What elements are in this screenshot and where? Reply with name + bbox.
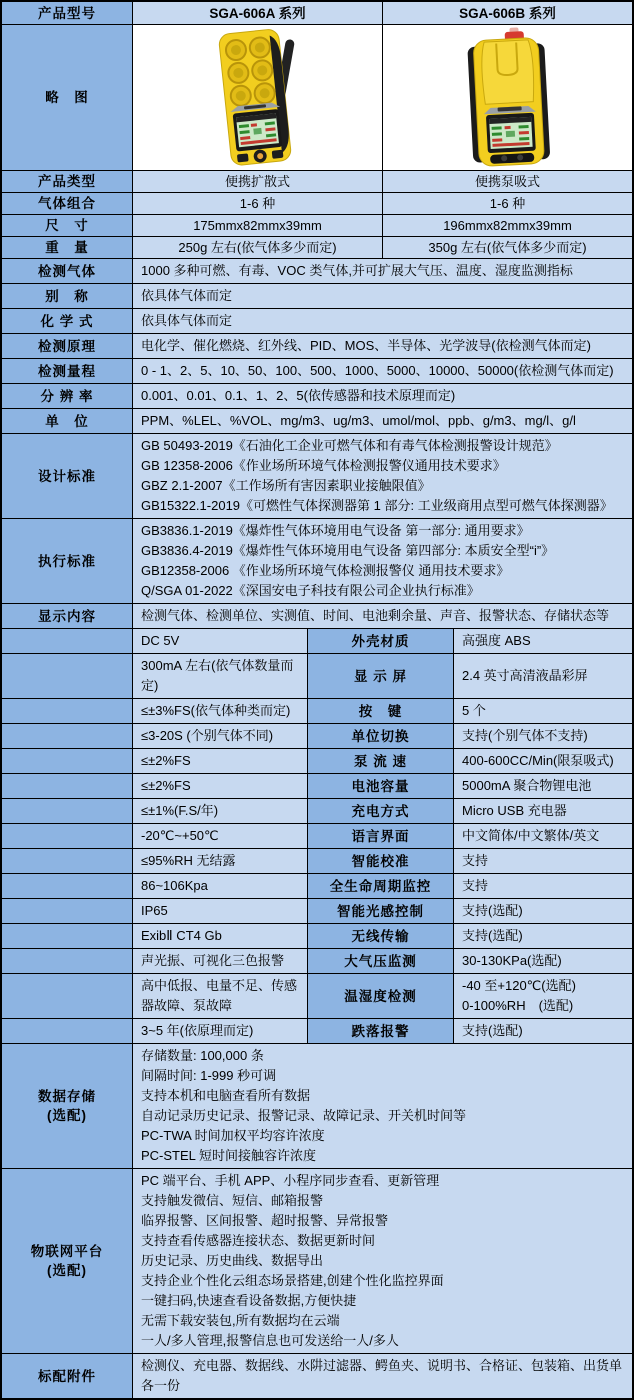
value-2-charging-voltage [453, 629, 632, 653]
row-label-2-charging-voltage: 外壳材质 [307, 629, 453, 653]
value-units-line: PPM、%LEL、%VOL、mg/m3、ug/m3、umol/mol、ppb、g/m3、mg/l、g/l [141, 413, 576, 428]
table-row-product-type [2, 171, 632, 193]
row-label-2-working-pressure: 全生命周期监控 [307, 874, 453, 898]
value-2-linearity-error [453, 774, 632, 798]
row-label-execution-standards [2, 519, 132, 603]
row-label-text: 单 位 [45, 413, 89, 429]
table-row-iot-platform [2, 1169, 632, 1354]
value-a-gas-combination: 1-6 种 [132, 193, 382, 214]
row-label-text: 尺 寸 [45, 218, 89, 233]
value-b-gas-combination: 1-6 种 [382, 193, 632, 214]
table-row-display-content [2, 604, 632, 629]
table-row-sketch [2, 25, 632, 171]
row-label-2-repeatability: 泵 流 速 [307, 749, 453, 773]
value-1-alarm-signal [132, 974, 307, 1018]
device-b-image [423, 27, 593, 169]
row-label-alarm-signal [2, 974, 132, 1018]
value-data-storage-line: 间隔时间: 1-999 秒可调 [141, 1068, 277, 1083]
value-2-charging-voltage-line: 高强度 ABS [462, 633, 531, 648]
value-2-alarm-signal-line: -40 至+120℃(选配) [462, 978, 576, 993]
table-row-detection-principle [2, 334, 632, 359]
value-1-working-pressure [132, 874, 307, 898]
row-label-2-response-time: 单位切换 [307, 724, 453, 748]
row-label-detected-gases [2, 259, 132, 283]
value-2-repeatability-line: 400-600CC/Min(限泵吸式) [462, 753, 614, 768]
value-2-alarm-signal [453, 974, 632, 1018]
row-label-text: 别 称 [45, 288, 89, 304]
value-2-alarm-mode-line: 30-130KPa(选配) [462, 953, 562, 968]
value-b-product-type: 便携泵吸式 [382, 171, 632, 192]
value-1-working-temperature-line: -20℃~+50℃ [141, 828, 219, 843]
value-iot-platform-line: 支持查看传感器连接状态、数据更新时间 [141, 1233, 376, 1248]
row-label-text: 执行标准 [38, 553, 96, 569]
value-1-sensor-life [132, 1019, 307, 1043]
row-label-text: 显示内容 [38, 608, 96, 624]
table-row-repeatability [2, 749, 632, 774]
table-row-working-pressure [2, 874, 632, 899]
row-label-sketch [2, 25, 132, 170]
value-data-storage-line: 自动记录历史记录、报警记录、故障记录、开关机时间等 [141, 1108, 467, 1123]
row-label-data-storage [2, 1044, 132, 1168]
row-label-2-alarm-mode: 大气压监测 [307, 949, 453, 973]
row-label-text: (选配) [47, 1108, 87, 1123]
row-label-text: 数据存储 [38, 1089, 96, 1104]
table-row-product-model [2, 2, 632, 25]
row-label-2-accuracy: 按 键 [307, 699, 453, 723]
value-design-standards [132, 434, 632, 518]
table-row-alarm-signal [2, 974, 632, 1019]
row-label-text: 标配附件 [38, 1368, 96, 1384]
value-units [132, 409, 632, 433]
table-row-working-humidity [2, 849, 632, 874]
row-label-accuracy [2, 699, 132, 723]
value-iot-platform-line: 一人/多人管理,报警信息也可发送给一人/多人 [141, 1333, 399, 1348]
table-row-sensor-life [2, 1019, 632, 1044]
table-row-accuracy [2, 699, 632, 724]
row-label-sensor-life [2, 1019, 132, 1043]
row-label-product-type [2, 171, 132, 192]
value-2-sensor-life [453, 1019, 632, 1043]
row-label-text: 产品类型 [38, 174, 96, 189]
value-2-zero-drift-line: Micro USB 充电器 [462, 803, 567, 818]
row-label-text: 检测气体 [38, 263, 96, 279]
row-label-working-humidity [2, 849, 132, 873]
value-resolution [132, 384, 632, 408]
table-row-response-time [2, 724, 632, 749]
row-label-working-pressure [2, 874, 132, 898]
value-alias [132, 284, 632, 308]
row-label-response-time [2, 724, 132, 748]
table-row-detected-gases [2, 259, 632, 284]
row-label-alias [2, 284, 132, 308]
value-data-storage-line: PC-STEL 短时间接触容许浓度 [141, 1148, 317, 1163]
value-data-storage [132, 1044, 632, 1168]
row-label-working-temperature [2, 824, 132, 848]
value-1-explosion-proof-rating-line: ExibⅡ CT4 Gb [141, 928, 222, 943]
row-label-2-linearity-error: 电池容量 [307, 774, 453, 798]
table-row-execution-standards [2, 519, 632, 604]
row-label-text: 略 图 [45, 90, 89, 105]
sketch-cell-b [382, 25, 632, 170]
row-label-text: 检测原理 [38, 338, 96, 354]
value-2-sensor-life-line: 支持(选配) [462, 1023, 523, 1038]
row-label-2-protection-rating: 智能光感控制 [307, 899, 453, 923]
value-iot-platform-line: 历史记录、历史曲线、数据导出 [141, 1253, 324, 1268]
row-label-explosion-proof-rating [2, 924, 132, 948]
value-1-protection-rating-line: IP65 [141, 903, 168, 918]
row-label-zero-drift [2, 799, 132, 823]
row-label-display-content [2, 604, 132, 628]
value-detection-principle [132, 334, 632, 358]
table-row-alarm-mode [2, 949, 632, 974]
value-alias-line: 依具体气体而定 [141, 288, 233, 303]
row-label-detection-range [2, 359, 132, 383]
value-2-response-time-line: 支持(个别气体不支持) [462, 728, 588, 743]
value-1-charging-voltage-line: DC 5V [141, 633, 180, 648]
value-iot-platform-line: 无需下载安装包,所有数据均在云端 [141, 1313, 340, 1328]
value-execution-standards [132, 519, 632, 603]
value-2-explosion-proof-rating-line: 支持(选配) [462, 928, 523, 943]
value-iot-platform-line: 临界报警、区间报警、超时报警、异常报警 [141, 1213, 389, 1228]
value-1-zero-drift [132, 799, 307, 823]
value-display-content-line: 检测气体、检测单位、实测值、时间、电池剩余量、声音、报警状态、存储状态等 [141, 608, 610, 623]
value-iot-platform-line: PC 端平台、手机 APP、小程序同步查看、更新管理 [141, 1173, 440, 1188]
value-execution-standards-line: GB3836.4-2019《爆炸性气体环境用电气设备 第四部分: 本质安全型“i”》 [141, 543, 555, 558]
value-1-alarm-signal-line: 高中低报、电量不足、传感器故障、泵故障 [141, 978, 298, 1013]
value-2-explosion-proof-rating [453, 924, 632, 948]
sketch-cell-a [132, 25, 382, 170]
table-row-data-storage [2, 1044, 632, 1169]
value-1-accuracy [132, 699, 307, 723]
value-1-accuracy-line: ≤±3%FS(依气体种类而定) [141, 703, 291, 718]
row-label-2-explosion-proof-rating: 无线传输 [307, 924, 453, 948]
value-chemical-formula [132, 309, 632, 333]
row-label-iot-platform [2, 1169, 132, 1353]
value-1-zero-drift-line: ≤±1%(F.S/年) [141, 803, 219, 818]
value-1-working-humidity-line: ≤95%RH 无结露 [141, 853, 236, 868]
value-2-working-humidity-line: 支持 [462, 853, 489, 868]
row-label-text: (选配) [47, 1263, 87, 1278]
row-label-2-alarm-signal: 温湿度检测 [307, 974, 453, 1018]
row-label-text: 气体组合 [38, 196, 96, 211]
header-col-b: SGA-606B 系列 [382, 2, 632, 24]
device-a-image [173, 27, 343, 169]
row-label-2-sensor-life: 跌落报警 [307, 1019, 453, 1043]
value-2-linearity-error-line: 5000mA 聚合物锂电池 [462, 778, 592, 793]
row-label-repeatability [2, 749, 132, 773]
row-label-protection-rating [2, 899, 132, 923]
value-execution-standards-line: GB12358-2006 《作业场所环境气体检测报警仪 通用技术要求》 [141, 563, 510, 578]
value-2-accuracy [453, 699, 632, 723]
value-2-protection-rating-line: 支持(选配) [462, 903, 523, 918]
value-2-working-current [453, 654, 632, 698]
table-row-standard-accessories [2, 1354, 632, 1398]
value-2-working-temperature-line: 中文简体/中文繁体/英文 [462, 828, 600, 843]
table-row-working-temperature [2, 824, 632, 849]
value-2-working-humidity [453, 849, 632, 873]
row-label-text: 设计标准 [38, 468, 96, 484]
value-design-standards-line: GB15322.1-2019《可燃性气体探测器第 1 部分: 工业级商用点型可燃气体探测器》 [141, 498, 613, 513]
table-row-working-current [2, 654, 632, 699]
value-1-working-current-line: 300mA 左右(依气体数量而定) [141, 658, 294, 693]
row-label-2-working-temperature: 语言界面 [307, 824, 453, 848]
table-row-dimensions [2, 215, 632, 237]
value-design-standards-line: GB 50493-2019《石油化工企业可燃气体和有毒气体检测报警设计规范》 [141, 438, 558, 453]
value-1-working-current [132, 654, 307, 698]
value-1-response-time-line: ≤3-20S (个别气体不同) [141, 728, 274, 743]
table-row-protection-rating [2, 899, 632, 924]
value-b-weight: 350g 左右(依气体多少而定) [382, 237, 632, 258]
table-row-charging-voltage [2, 629, 632, 654]
row-label-2-working-current: 显 示 屏 [307, 654, 453, 698]
value-display-content [132, 604, 632, 628]
row-label-text: 检测量程 [38, 363, 96, 379]
value-1-protection-rating [132, 899, 307, 923]
value-2-alarm-signal-line: 0-100%RH (选配) [462, 998, 574, 1013]
row-label-text: 物联网平台 [30, 1244, 104, 1259]
row-label-resolution [2, 384, 132, 408]
value-detection-range [132, 359, 632, 383]
value-a-weight: 250g 左右(依气体多少而定) [132, 237, 382, 258]
value-2-protection-rating [453, 899, 632, 923]
table-row-explosion-proof-rating [2, 924, 632, 949]
value-execution-standards-line: GB3836.1-2019《爆炸性气体环境用电气设备 第一部分: 通用要求》 [141, 523, 530, 538]
value-1-repeatability-line: ≤±2%FS [141, 753, 191, 768]
table-row-chemical-formula [2, 309, 632, 334]
row-label-units [2, 409, 132, 433]
value-2-response-time [453, 724, 632, 748]
header-col-a: SGA-606A 系列 [132, 2, 382, 24]
row-label-product-model [2, 2, 132, 24]
value-iot-platform-line: 一键扫码,快速查看设备数据,方便快捷 [141, 1293, 357, 1308]
row-label-text: 重 量 [45, 240, 89, 255]
table-row-detection-range [2, 359, 632, 384]
row-label-working-current [2, 654, 132, 698]
value-1-sensor-life-line: 3~5 年(依原理而定) [141, 1023, 254, 1038]
row-label-chemical-formula [2, 309, 132, 333]
row-label-dimensions [2, 215, 132, 236]
value-data-storage-line: 存储数量: 100,000 条 [141, 1048, 264, 1063]
table-row-alias [2, 284, 632, 309]
row-label-linearity-error [2, 774, 132, 798]
value-1-alarm-mode-line: 声光振、可视化三色报警 [141, 953, 285, 968]
row-label-design-standards [2, 434, 132, 518]
table-row-resolution [2, 384, 632, 409]
value-2-repeatability [453, 749, 632, 773]
value-standard-accessories-line: 检测仪、充电器、数据线、水阱过滤器、鳄鱼夹、说明书、合格证、包装箱、出货单各一份 [141, 1358, 623, 1393]
table-row-design-standards [2, 434, 632, 519]
value-a-product-type: 便携扩散式 [132, 171, 382, 192]
table-row-gas-combination [2, 193, 632, 215]
value-2-working-pressure-line: 支持 [462, 878, 489, 893]
row-label-detection-principle [2, 334, 132, 358]
value-2-alarm-mode [453, 949, 632, 973]
row-label-gas-combination [2, 193, 132, 214]
value-iot-platform-line: 支持触发微信、短信、邮箱报警 [141, 1193, 324, 1208]
value-1-working-humidity [132, 849, 307, 873]
value-design-standards-line: GBZ 2.1-2007《工作场所有害因素职业接触限值》 [141, 478, 431, 493]
table-row-linearity-error [2, 774, 632, 799]
table-row-zero-drift [2, 799, 632, 824]
row-label-alarm-mode [2, 949, 132, 973]
value-standard-accessories [132, 1354, 632, 1398]
value-iot-platform-line: 支持企业个性化云组态场景搭建,创建个性化监控界面 [141, 1273, 444, 1288]
value-detected-gases-line: 1000 多种可燃、有毒、VOC 类气体,并可扩展大气压、温度、湿度监测指标 [141, 263, 573, 278]
value-a-dimensions: 175mmx82mmx39mm [132, 215, 382, 236]
value-1-explosion-proof-rating [132, 924, 307, 948]
value-execution-standards-line: Q/SGA 01-2022《深国安电子科技有限公司企业执行标准》 [141, 583, 480, 598]
row-label-2-working-humidity: 智能校准 [307, 849, 453, 873]
value-detection-range-line: 0 - 1、2、5、10、50、100、500、1000、5000、10000、50000(依检测气体而定) [141, 363, 614, 378]
value-b-dimensions: 196mmx82mmx39mm [382, 215, 632, 236]
value-2-working-temperature [453, 824, 632, 848]
value-1-response-time [132, 724, 307, 748]
value-2-zero-drift [453, 799, 632, 823]
table-row-units [2, 409, 632, 434]
value-1-charging-voltage [132, 629, 307, 653]
value-2-working-pressure [453, 874, 632, 898]
row-label-charging-voltage [2, 629, 132, 653]
row-label-2-zero-drift: 充电方式 [307, 799, 453, 823]
value-chemical-formula-line: 依具体气体而定 [141, 313, 233, 328]
row-label-text: 化 学 式 [40, 313, 94, 329]
value-design-standards-line: GB 12358-2006《作业场所环境气体检测报警仪通用技术要求》 [141, 458, 506, 473]
table-row-weight [2, 237, 632, 259]
row-label-weight [2, 237, 132, 258]
value-iot-platform [132, 1169, 632, 1353]
value-1-repeatability [132, 749, 307, 773]
value-2-accuracy-line: 5 个 [462, 703, 486, 718]
value-1-alarm-mode [132, 949, 307, 973]
value-1-working-temperature [132, 824, 307, 848]
row-label-text: 分 辨 率 [40, 388, 94, 404]
value-1-working-pressure-line: 86~106Kpa [141, 878, 208, 893]
value-resolution-line: 0.001、0.01、0.1、1、2、5(依传感器和技术原理而定) [141, 388, 456, 403]
value-data-storage-line: PC-TWA 时间加权平均容许浓度 [141, 1128, 325, 1143]
value-data-storage-line: 支持本机和电脑查看所有数据 [141, 1088, 311, 1103]
value-1-linearity-error-line: ≤±2%FS [141, 778, 191, 793]
row-label-text: 产品型号 [38, 5, 96, 21]
value-detected-gases [132, 259, 632, 283]
value-2-working-current-line: 2.4 英寸高清液晶彩屏 [462, 668, 588, 683]
value-1-linearity-error [132, 774, 307, 798]
row-label-standard-accessories [2, 1354, 132, 1398]
value-detection-principle-line: 电化学、催化燃烧、红外线、PID、MOS、半导体、光学波导(依检测气体而定) [141, 338, 591, 353]
